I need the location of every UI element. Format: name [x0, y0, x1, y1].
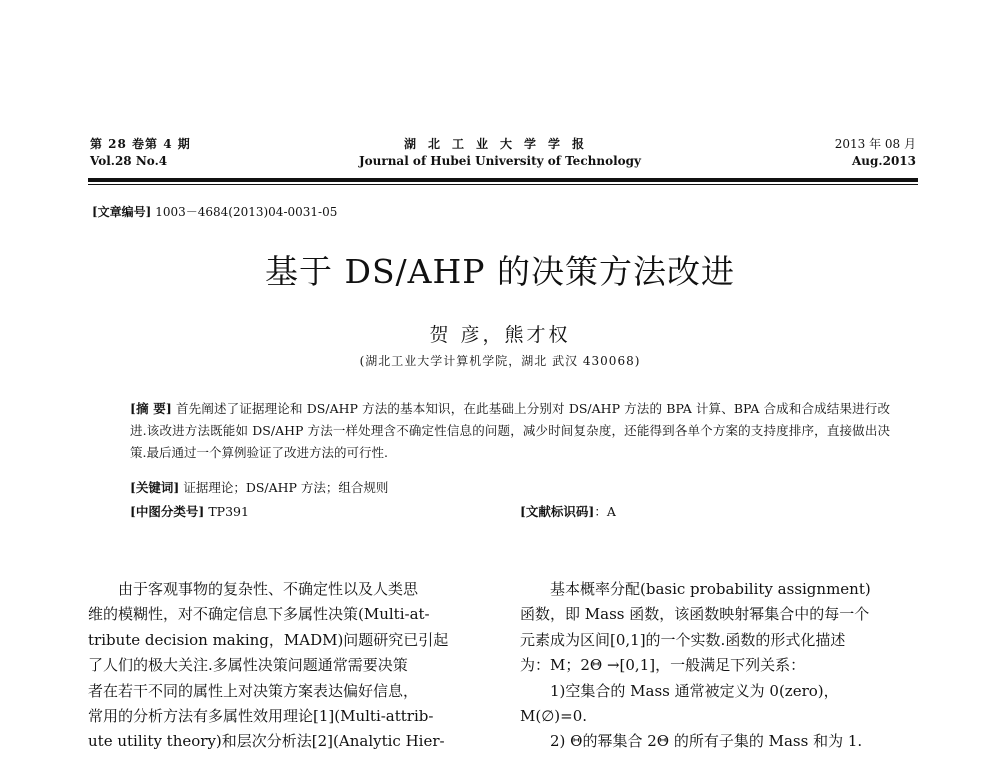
paper-title: 基于 DS/AHP 的决策方法改进	[265, 252, 735, 291]
abstract-label: [摘 要]	[130, 401, 172, 416]
clc-number	[130, 502, 249, 520]
abstract-text: 首先阐述了证据理论和 DS/AHP 方法的基本知识，在此基础上分别对 DS/AHP 方法的 BPA 计算、BPA 合成和合成结果进行改进.该改进方法既能如 DS/AHP 方法一样处理含不确定性信息的问题，减少时间复杂度，还能得到各单个方案的支持度排序，直接做出决策.最后通过一个算例验证了改进方法的可行性.	[130, 401, 890, 460]
authors: 贺 彦，熊才权	[429, 324, 571, 346]
document-code-value: ：A	[594, 504, 616, 519]
abstract	[130, 398, 890, 464]
body-line: 为：M；2Θ →[0,1]，一般满足下列关系：	[520, 656, 806, 675]
body-line: 常用的分析方法有多属性效用理论[1](Multi-attrib-	[88, 707, 434, 726]
article-number-label: [文章编号]	[92, 205, 152, 219]
body-line: 了人们的极大关注.多属性决策问题通常需要决策	[88, 656, 408, 675]
body-line: 函数，即 Mass 函数，该函数映射幂集合中的每一个	[520, 605, 870, 624]
keywords-label: [关键词]	[130, 480, 180, 495]
body-line: 元素成为区间[0,1]的一个实数.函数的形式化描述	[520, 630, 846, 649]
document-code-label: [文献标识码]	[520, 504, 595, 519]
journal-title-en: Journal of Hubei University of Technology	[358, 154, 642, 168]
issue-en: Vol.28 No.4	[90, 154, 168, 168]
body-line: 维的模糊性，对不确定信息下多属性决策(Multi-at-	[88, 605, 430, 624]
body-line: 由于客观事物的复杂性、不确定性以及人类思	[118, 580, 419, 598]
body-line: M(∅)=0.	[520, 707, 588, 726]
header-rule-thin	[88, 184, 918, 185]
body-line: 基本概率分配(basic probability assignment)	[550, 580, 871, 598]
article-number-value: 1003－4684(2013)04-0031-05	[155, 205, 338, 219]
keywords	[130, 478, 388, 496]
body-line: tribute decision making，MADM)问题研究已引起	[88, 630, 449, 649]
journal-title-cn: 湖北工业大学学报	[403, 137, 596, 151]
issue-cn: 第 28 卷第 4 期	[90, 137, 191, 151]
date-cn: 2013 年 08 月	[834, 137, 916, 151]
header-rule-thick	[88, 178, 918, 182]
clc-value: TP391	[208, 504, 249, 519]
document-code	[520, 502, 616, 520]
affiliation: (湖北工业大学计算机学院，湖北 武汉 430068)	[359, 354, 641, 368]
body-line: 2) Θ的幂集合 2Θ 的所有子集的 Mass 和为 1.	[550, 732, 863, 751]
date-en: Aug.2013	[851, 154, 916, 168]
body-column-left	[88, 577, 488, 755]
clc-label: [中图分类号]	[130, 504, 205, 519]
body-line: ute utility theory)和层次分析法[2](Analytic Hier-	[88, 732, 445, 751]
keywords-value: 证据理论；DS/AHP 方法；组合规则	[183, 480, 389, 495]
body-line: 1)空集合的 Mass 通常被定义为 0(zero)，	[550, 681, 839, 700]
body-column-right	[520, 577, 920, 755]
article-number	[92, 203, 337, 220]
body-line: 者在若干不同的属性上对决策方案表达偏好信息，	[88, 681, 419, 700]
